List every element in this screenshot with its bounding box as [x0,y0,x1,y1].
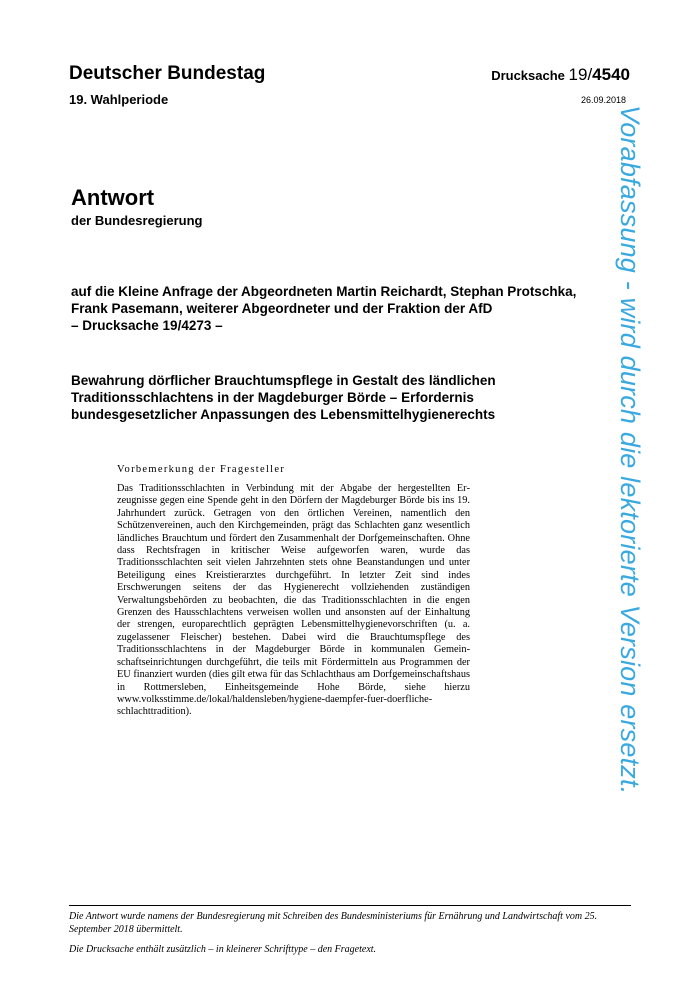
preliminary-body: Das Traditionsschlachten in Verbindung mit der Abgabe der hergestellten Erzeugnisse gegen eine Spende geht in den Dörfern der Magdeburger Börde bis ins 19. Jahrhundert zurück. Getragen von den örtlichen Vereinen, namentlich den Schützenvereinen, auch den Kirchgemeinden, prägt das Schlachten ganz wesentlich ländliches Brauchtum und fördert den Zusammenhalt der Dorfgemeinschaften. Ohne dass Rechtsfragen in kritischer Weise aufgeworfen waren, wurde das Traditionsschlachten seit vielen Jahrzehnten stets ohne Beanstandungen und unter Beteiligung eines Kreistierarztes durchgeführt. In letzter Zeit sind indes Erschwerungen seitens der das Hygienerecht vollziehenden zuständigen Verwaltungsbehörden zu beobachten, die das Traditionsschlachten in die engen Grenzen des Hausschlachtens verweisen wollen und ansonsten auf der Einhaltung der strengen, europarechtlich geprägten Lebensmittelhygienevorschriften (u. a. zugelassener Fleischer) bestehen. Dabei wird die Brauchtumspflege des Traditionsschlachtens in der Magdeburger Börde in kommunalen Gemeinschaftseinrichtungen durchgeführt, die teils mit Fördermitteln aus Programmen der EU finanziert wurden (dies gilt etwa für das Schlachthaus am Dorfgemeinschaftshaus in Rottmersleben, Einheitsgemeinde Hohe Börde, siehe hierzu www.volksstimme.de/lokal/haldensleben/hygiene-daempfer-fuer-doerflicheschlachttradition). [117,483,470,718]
subject-line: Bewahrung dörflicher Brauchtumspflege in Gestalt des ländlichen [71,373,496,388]
subject-title [71,372,631,423]
inquiry-line: – Drucksache 19/4273 – [71,318,223,333]
document-number-main: 19/ [568,65,593,84]
answer-title: Antwort [71,185,155,210]
document-number [491,65,630,85]
organization-name: Deutscher Bundestag [69,63,266,84]
subject-line: Traditionsschlachtens in der Magdeburger Börde – Erfordernis [71,390,474,405]
inquiry-reference [71,283,631,334]
document-date: 26.09.2018 [580,95,626,105]
answer-subtitle: der Bundesregierung [71,213,203,228]
document-label: Drucksache [491,68,565,83]
footnote-divider [69,905,631,906]
footnote-transmission: Die Antwort wurde namens der Bundesregierung mit Schreiben des Bundesministeriums für Ernährung und Landwirtschaft vom 25. September 2018 übermittelt. [69,911,598,935]
document-number-sub: 4540 [592,65,630,84]
inquiry-line: Frank Pasemann, weiterer Abgeordneter und der Fraktion der AfD [71,301,493,316]
inquiry-line: auf die Kleine Anfrage der Abgeordneten Martin Reichardt, Stephan Protschka, [71,284,577,299]
subject-line: bundesgesetzlicher Anpassungen des Lebensmittelhygienerechts [71,407,496,422]
preliminary-heading: Vorbemerkung der Fragesteller [117,464,286,475]
footnote-question-text: Die Drucksache enthält zusätzlich – in kleinerer Schrifttype – den Fragetext. [69,944,377,955]
electoral-period: 19. Wahlperiode [69,92,169,107]
draft-watermark: Vorabfassung - wird durch die lektorierte Version ersetzt. [615,105,645,795]
